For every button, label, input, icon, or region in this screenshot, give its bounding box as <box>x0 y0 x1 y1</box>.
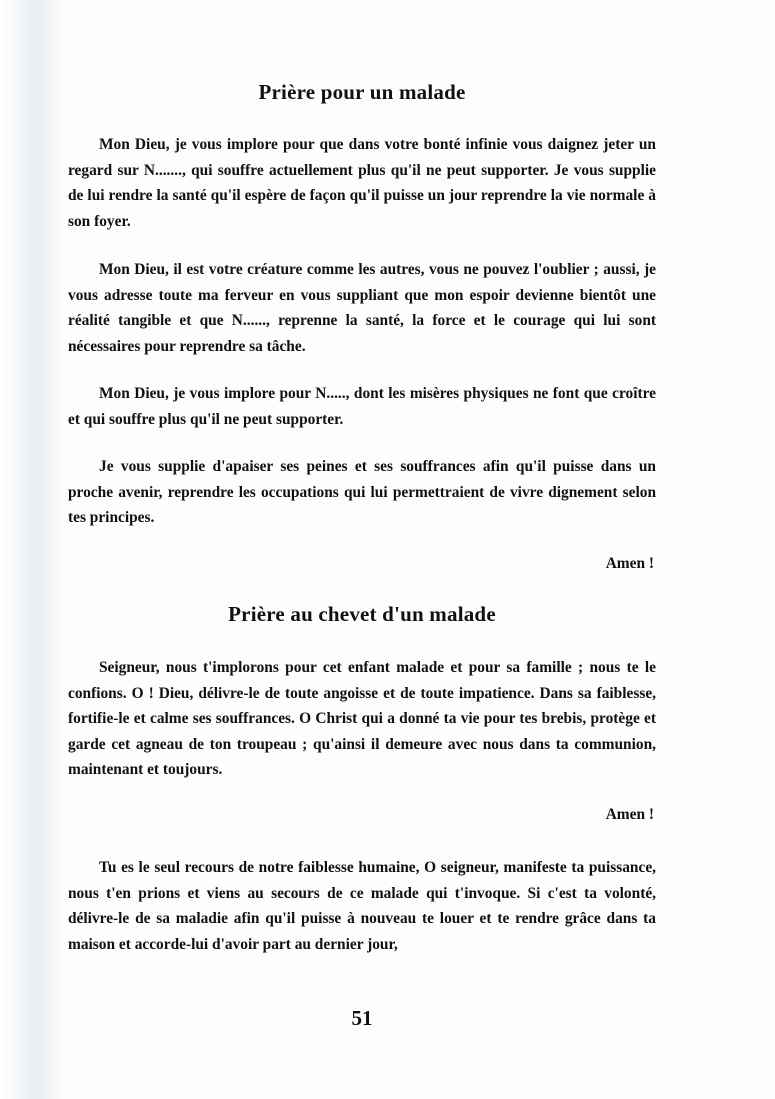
closing-amen: Amen ! <box>605 555 654 572</box>
paragraph <box>68 655 656 783</box>
paragraph-text: Tu es le seul recours de notre faiblesse humaine, O seigneur, manifeste ta puissance, nous t'en prions et viens au secours de ce malade qui t'invoque. Si c'est ta volonté, délivre-le de sa maladie afin qu'il puisse à nouveau te louer et te rendre grâce dans ta maison et accorde-lui d'avoir part au dernier jour, <box>68 859 656 953</box>
paragraph <box>68 454 656 531</box>
closing-amen: Amen ! <box>605 806 654 823</box>
paragraph <box>68 257 656 359</box>
paragraph <box>68 381 656 432</box>
paragraph <box>68 855 656 957</box>
paragraph-text: Je vous supplie d'apaiser ses peines et ses souffrances afin qu'il puisse dans un proche avenir, reprendre les occupations qui lui permettraient de vivre dignement selon tes principes. <box>68 458 656 527</box>
page-number: 51 <box>351 1006 373 1030</box>
paragraph-text: Mon Dieu, il est votre créature comme les autres, vous ne pouvez l'oublier ; aussi, je vous adresse toute ma ferveur en vous suppliant que mon espoir devienne bientôt une réalité tangible et que N......, reprenne la santé, la force et le courage qui lui sont nécessaires pour reprendre sa tâche. <box>68 261 656 355</box>
paragraph-text: Mon Dieu, je vous implore pour que dans votre bonté infinie vous daignez jeter un regard sur N......., qui souffre actuellement plus qu'il ne peut supporter. Je vous supplie de lui rendre la santé qu'il espère de façon qu'il puisse un jour reprendre la vie normale à son foyer. <box>68 136 656 230</box>
page-gutter-shadow <box>0 0 62 1099</box>
section-title-priere-au-chevet: Prière au chevet d'un malade <box>228 602 496 626</box>
section-title-priere-pour-un-malade: Prière pour un malade <box>258 80 466 104</box>
paragraph-text: Seigneur, nous t'implorons pour cet enfant malade et pour sa famille ; nous te le confions. O ! Dieu, délivre-le de toute angoisse et de toute impatience. Dans sa faiblesse, fortifie-le et calme ses souffrances. O Christ qui a donné ta vie pour tes brebis, protège et garde cet agneau de ton troupeau ; qu'ainsi il demeure avec nous dans ta communion, maintenant et toujours. <box>68 659 656 779</box>
paragraph-text: Mon Dieu, je vous implore pour N....., dont les misères physiques ne font que croître et qui souffre plus qu'il ne peut supporter. <box>68 385 656 428</box>
paragraph <box>68 132 656 234</box>
